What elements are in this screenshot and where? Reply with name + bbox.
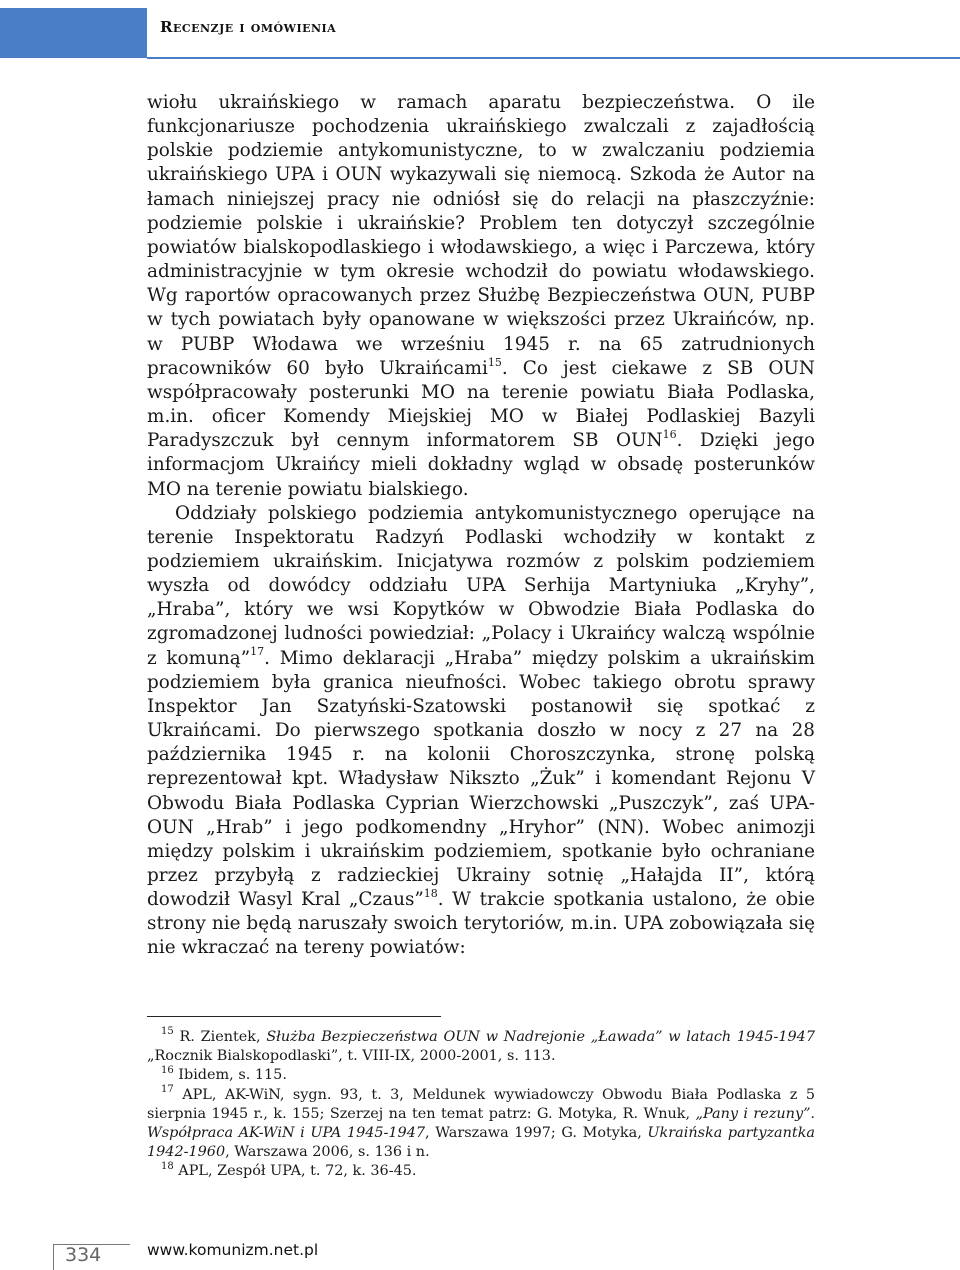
footnote-16	[147, 1066, 815, 1085]
footnotes	[147, 1028, 815, 1182]
footnote-ref-15[interactable]: 15	[487, 355, 502, 369]
footnote-number: 17	[161, 1083, 174, 1095]
header-accent-block	[0, 8, 147, 58]
footnote-title: Służba Bezpieczeństwa OUN w Nadrejonie „Ławada” w latach 1945-1947	[266, 1029, 815, 1045]
page-number: 334	[65, 1244, 102, 1266]
paragraph-1	[147, 91, 815, 502]
footnote-text: R. Zientek,	[173, 1029, 267, 1045]
main-text	[147, 91, 815, 961]
footnote-18	[147, 1162, 815, 1181]
footnote-ref-17[interactable]: 17	[250, 645, 265, 659]
footnote-number: 15	[161, 1026, 174, 1038]
footnote-separator	[147, 1016, 441, 1017]
footnote-ref-18[interactable]: 18	[423, 887, 438, 901]
text-run: . Dzięki jego informacjom Ukraińcy mieli dokładny wgląd w obsadę posterunków MO na terenie powiatu bialskiego.	[147, 430, 815, 500]
text-run: . Mimo deklaracji „Hraba” między polskim a ukraińskim podziemiem była granica nieufności. Wobec takiego obrotu sprawy Inspektor Jan Szatyński-Szatowski postanowił się spotkać z Ukraińcami. Do pierwszego spotkania doszło w nocy z 27 na 28 października 1945 r. na kolonii Choroszczynka, stronę polską reprezentował kpt. Władysław Nikszto „Żuk” i komendant Rejonu V Obwodu Biała Podlaska Cyprian Wierzchowski „Puszczyk”, zaś UPA-OUN „Hrab” i jego podkomendny „Hryhor” (NN). Wobec animozji między polskim i ukraińskim podziemiem, spotkanie było ochraniane przez przybyłą z radzieckiej Ukrainy sotnię „Hałajda II”, którą dowodził Wasyl Kral „Czaus”	[147, 647, 815, 911]
footnote-title: Ukraińska partyzantka 1942-1960	[147, 1125, 815, 1161]
text-run: wiołu ukraińskiego w ramach aparatu bezpieczeństwa. O ile funkcjonariusze pochodzenia ukraińskiego zwalczali z zajadłością polskie podziemie antykomunistyczne, to w zwalczaniu podziemia ukraińskiego UPA i OUN wykazywali się niemocą. Szkoda że Autor na łamach niniejszej pracy nie odniósł się do relacji na płaszczyźnie: podziemie polskie i ukraińskie? Problem ten dotyczył szczególnie powiatów bialskopodlaskiego i włodawskiego, a więc i Parczewa, który administracyjnie w tym okresie wchodził do powiatu włodawskiego. Wg raportów opracowanych przez Służbę Bezpieczeństwa OUN, PUBP w tych powiatach były opanowane w większości przez Ukraińców, np. w PUBP Włodawa we wrześniu 1945 r. na 65 zatrudnionych pracowników 60 było Ukraińcami	[147, 92, 815, 379]
header-rule	[147, 57, 960, 59]
running-header: Recenzje i omówienia	[160, 18, 337, 36]
footer-website-link[interactable]: www.komunizm.net.pl	[147, 1241, 319, 1259]
text-run: . W trakcie spotkania ustalono, że obie strony nie będą naruszały swoich terytoriów, m.in. UPA zobowiązała się nie wkraczać na tereny powiatów:	[147, 889, 815, 959]
paragraph-2	[147, 502, 815, 961]
footnote-text: APL, AK-WiN, sygn. 93, t. 3, Meldunek wywiadowczy Obwodu Biała Podlaska z 5 sierpnia 1945 r., k. 155; Szerzej na ten temat patrz: G. Motyka, R. Wnuk,	[147, 1086, 815, 1122]
footnote-text: Ibidem, s. 115.	[173, 1067, 287, 1084]
footnote-17	[147, 1083, 816, 1163]
footnote-text: APL, Zespół UPA, t. 72, k. 36-45.	[173, 1163, 417, 1180]
footnote-number: 18	[161, 1160, 174, 1172]
footnote-text: „Rocznik Bialskopodlaski”, t. VIII-IX, 2000-2001, s. 113.	[147, 1048, 556, 1065]
footnote-15	[147, 1028, 815, 1066]
text-run: Oddziały polskiego podziemia antykomunistycznego operujące na terenie Inspektoratu Radzyń Podlaski wchodziły w kontakt z podziemiem ukraińskim. Inicjatywa rozmów z polskim podziemiem wyszła od dowódcy oddziału UPA Serhija Martyniuka „Kryhy”, „Hraba”, który we wsi Kopytków w Obwodzie Biała Podlaska do zgromadzonej ludności powiedział: „Polacy i Ukraińcy walczą wspólnie z komuną”	[147, 502, 815, 669]
footnote-title: „Pany i rezuny”. Współpraca AK-WiN i UPA 1945-1947	[147, 1105, 816, 1142]
footnote-text: , Warszawa 2006, s. 136 i n.	[225, 1144, 430, 1161]
footnote-ref-16[interactable]: 16	[662, 428, 677, 442]
footnote-number: 16	[161, 1064, 174, 1076]
footnote-text: , Warszawa 1997; G. Motyka,	[425, 1125, 648, 1142]
text-run: . Co jest ciekawe z SB OUN współpracowały posterunki MO na terenie powiatu Biała Podlaska, m.in. oficer Komendy Miejskiej MO w Białej Podlaskiej Bazyli Paradyszczuk był cennym informatorem SB OUN	[147, 357, 816, 452]
